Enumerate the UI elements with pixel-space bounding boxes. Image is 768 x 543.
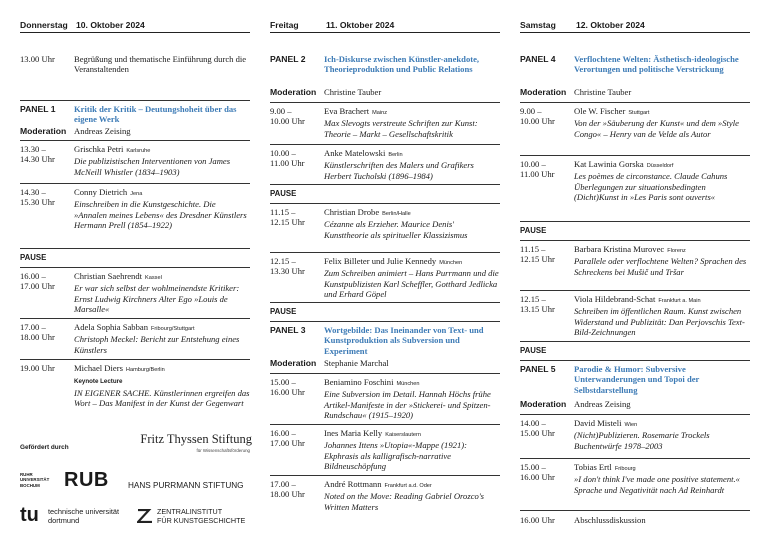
time-end: 12.15 Uhr (270, 217, 305, 228)
divider (520, 360, 750, 361)
time-start: 11.15 – (270, 207, 296, 217)
speaker-city: Frankfurt a. Main (658, 298, 701, 304)
panel-label: PANEL 4 (520, 54, 556, 64)
time-start: 9.00 – (270, 106, 292, 116)
time (520, 159, 574, 180)
moderator-name: Christine Tauber (574, 87, 632, 97)
moderator-name: Andreas Zeising (74, 126, 131, 136)
time-end: 16.00 Uhr (520, 472, 555, 483)
time (20, 322, 74, 343)
panel-title: Ich-Diskurse zwischen Künstler-anekdote, Theorieproduktion und Public Relations (324, 54, 480, 75)
talk-title: Schreiben im öffentlichen Raum. Kunst zwischen Widerstand und Publizität: Dan Perjovschis Text-Bild-Zeichnungen (574, 306, 745, 338)
hans-purrmann-logo: HANS PURRMANN STIFTUNG (128, 481, 244, 490)
talk-title: Von der »Säuberung der Kunst« und dem »Style Congo« – Henry van de Velde als Autor (574, 118, 739, 139)
moderation-row (20, 126, 250, 136)
divider (270, 373, 500, 374)
talk-entry (20, 271, 250, 315)
keynote-entry (20, 363, 250, 409)
time-end: 18.00 Uhr (20, 332, 55, 343)
day-header (270, 18, 500, 32)
speaker-name: Christian Drobe (324, 207, 380, 217)
speaker-city: Stuttgart (628, 110, 650, 116)
speaker-city: Kaiserslautern (385, 432, 421, 438)
tu-dortmund-text (48, 508, 119, 526)
talk-entry (520, 159, 750, 203)
talk-title: Les poèmes de circonstance. Claude Cahuns Überlegungen zur situationsbedingten (Dicht)Kunst in »Les Paris sont ouverts« (574, 171, 728, 203)
time-end: 10.00 Uhr (270, 116, 305, 127)
divider (270, 102, 500, 103)
talk-title: Zum Schreiben animiert – Hans Purrmann und die Kunstpublizisten Karl Scheffler, Gotthard Jedlicka und Erhard Göpel (324, 268, 499, 300)
divider (520, 414, 750, 415)
divider (270, 203, 500, 204)
time: 16.00 Uhr (520, 515, 555, 525)
time (20, 187, 74, 208)
talk-entry (520, 294, 750, 338)
talk-title: Johannes Ittens »Utopia«-Mappe (1921): Ekphrasis als kalligrafisch-narrative Bildneuschöpfung (324, 440, 467, 472)
moderator-name: Christine Tauber (324, 87, 382, 97)
divider (20, 267, 250, 268)
pause-label: PAUSE (20, 253, 47, 262)
time-end: 15.00 Uhr (520, 428, 555, 439)
divider (270, 252, 500, 253)
day-date: 12. Oktober 2024 (576, 20, 645, 30)
divider (20, 183, 250, 184)
panel-heading (270, 325, 500, 356)
moderator-name: Andreas Zeising (574, 399, 631, 409)
speaker-name: Ines Maria Kelly (324, 428, 383, 438)
day-header (20, 18, 250, 32)
speaker-name: Conny Dietrich (74, 187, 128, 197)
divider (520, 102, 750, 103)
divider (270, 184, 500, 185)
time-start: 17.00 – (20, 322, 46, 332)
talk-entry (520, 244, 750, 277)
panel-heading (270, 54, 500, 75)
pause-label: PAUSE (520, 346, 547, 355)
time (520, 244, 574, 265)
talk-title: Künstlerschriften des Malers und Grafikers Herbert Tucholski (1896–1984) (324, 160, 474, 181)
time-start: 15.00 – (520, 462, 546, 472)
time: 13.00 Uhr (20, 54, 55, 64)
divider (270, 144, 500, 145)
time (520, 462, 574, 483)
column-saturday (520, 18, 750, 525)
speaker-name: Ole W. Fischer (574, 106, 626, 116)
keynote-label: Keynote Lecture (74, 378, 123, 386)
moderation-label: Moderation (520, 87, 567, 97)
speaker-city: Fribourg (614, 466, 636, 472)
talk-entry (520, 418, 750, 451)
time-end: 13.30 Uhr (270, 266, 305, 277)
moderation-row (520, 399, 750, 409)
panel-title: Parodie & Humor: Subversive Unterwanderungen und Topoi der Selbstdarstellung (574, 364, 700, 395)
tu-line-2: dortmund (48, 515, 80, 525)
time-end: 15.30 Uhr (20, 197, 55, 208)
panel-title: Kritik der Kritik – Deutungshoheit über das eigene Werk (74, 104, 237, 125)
time-start: 12.15 – (270, 256, 296, 266)
time-end: 17.00 Uhr (20, 281, 55, 292)
time-end: 12.15 Uhr (520, 254, 555, 265)
speaker-city: Düsseldorf (646, 163, 674, 169)
speaker-name: Michael Diers (74, 363, 123, 373)
speaker-name: Felix Billeter und Julie Kennedy (324, 256, 437, 266)
moderation-label: Moderation (20, 126, 67, 136)
day-date: 10. Oktober 2024 (76, 20, 145, 30)
ruhr-line-3: BOCHUM (20, 482, 40, 488)
panel-label: PANEL 3 (270, 325, 306, 335)
talk-entry (270, 106, 500, 139)
moderation-label: Moderation (270, 87, 317, 97)
speaker-city: Florenz (667, 248, 686, 254)
speaker-name: Tobias Ertl (574, 462, 612, 472)
speaker-name: Beniamino Foschini (324, 377, 394, 387)
talk-title: Er war sich selbst der wohlmeinendste Kritiker: Ernst Ludwig Kirchners Alter Ego »Louis de Marsalle« (74, 283, 240, 315)
panel-title: Verflochtene Welten: Ästhetisch-ideologische Verortungen und politische Verstrickung (574, 54, 739, 75)
time: 19.00 Uhr (20, 363, 55, 373)
tu-line-1: technische universität (48, 507, 120, 516)
entry-text: Begrüßung und thematische Einführung durch die Veranstaltenden (74, 54, 247, 75)
time-start: 14.30 – (20, 187, 46, 197)
divider (520, 221, 750, 222)
zi-line-1: ZENTRALINSTITUT (157, 507, 223, 516)
talk-title: Eine Subversion im Detail. Hannah Höchs frühe Artikel-Manifeste in der »Stickerei- und Spitzen-Rundschau« (1915–1920) (324, 389, 491, 421)
speaker-name: David Misteli (574, 418, 622, 428)
time (520, 294, 574, 315)
tu-dortmund-logo: tu (20, 504, 39, 526)
talk-entry (20, 322, 250, 355)
speaker-city: Fribourg/Stuttgart (151, 326, 195, 332)
speaker-name: André Rottmann (324, 479, 382, 489)
program-entry (20, 54, 250, 75)
time-start: 11.15 – (520, 244, 546, 254)
time-start: 16.00 – (270, 428, 296, 438)
sponsors-label: Gefördert durch (20, 444, 69, 451)
time-start: 10.00 – (270, 148, 296, 158)
time (20, 271, 74, 292)
zi-logo-icon (137, 509, 153, 528)
time (270, 256, 324, 277)
time (270, 207, 324, 228)
column-thursday (20, 18, 250, 409)
talk-entry (270, 148, 500, 181)
talk-entry (270, 377, 500, 421)
divider (520, 510, 750, 511)
zi-text (157, 508, 245, 525)
pause-label: PAUSE (270, 189, 297, 198)
fritz-thyssen-logo (134, 432, 252, 447)
day-name: Freitag (270, 20, 299, 30)
ruhr-line-1: RUHR (20, 472, 33, 477)
divider (520, 240, 750, 241)
panel-label: PANEL 2 (270, 54, 306, 64)
speaker-name: Adela Sophia Sabban (74, 322, 148, 332)
day-date: 11. Oktober 2024 (326, 20, 395, 30)
rub-logo: RUB (64, 469, 109, 491)
talk-entry (20, 144, 250, 177)
time-start: 15.00 – (270, 377, 296, 387)
talk-entry (270, 256, 500, 300)
talk-title: Parallele oder verflochtene Welten? Sprachen des Schreckens bei Mušič und Tršar (574, 256, 747, 277)
divider (270, 32, 500, 33)
time (520, 418, 574, 439)
moderation-label: Moderation (270, 358, 317, 368)
divider (270, 475, 500, 476)
divider (20, 32, 250, 33)
time-end: 18.00 Uhr (270, 489, 305, 500)
zi-line-2: FÜR KUNSTGESCHICHTE (157, 515, 246, 525)
time-end: 14.30 Uhr (20, 154, 55, 165)
talk-entry (520, 106, 750, 139)
panel-heading (520, 54, 750, 75)
panel-label: PANEL 1 (20, 104, 56, 114)
divider (20, 248, 250, 249)
panel-heading (520, 364, 750, 395)
time-start: 17.00 – (270, 479, 296, 489)
time (270, 377, 324, 398)
talk-entry (270, 428, 500, 472)
talk-title: Einschreiben in die Kunstgeschichte. Die »Annalen meines Lebens« des Dresdner Künstlers Hermann Prell (1854–1922) (74, 199, 247, 231)
pause-label: PAUSE (520, 226, 547, 235)
speaker-city: Kassel (145, 275, 162, 281)
speaker-city: Berlin/Halle (382, 211, 411, 217)
moderation-row (270, 358, 500, 368)
entry-text: Abschlussdiskussion (574, 515, 646, 525)
pause-label: PAUSE (270, 307, 297, 316)
panel-title: Wortgebilde: Das Ineinander von Text- und Kunstproduktion als Subversion und Experiment (324, 325, 484, 356)
speaker-name: Viola Hildebrand-Schat (574, 294, 656, 304)
moderation-label: Moderation (520, 399, 567, 409)
divider (520, 155, 750, 156)
talk-title: Cézanne als Erzieher. Maurice Denis' Kunsttheorie als spiritueller Klassizismus (324, 219, 468, 240)
day-name: Donnerstag (20, 20, 68, 30)
talk-title: Christoph Meckel: Bericht zur Entstehung eines Künstlers (74, 334, 240, 355)
speaker-name: Kat Lawinia Gorska (574, 159, 644, 169)
panel-heading (20, 104, 250, 125)
moderation-row (270, 87, 500, 97)
time-start: 14.00 – (520, 418, 546, 428)
divider (20, 100, 250, 101)
time-start: 16.00 – (20, 271, 46, 281)
program-entry (520, 515, 750, 525)
divider (520, 290, 750, 291)
talk-entry (20, 187, 250, 231)
divider (20, 359, 250, 360)
day-header (520, 18, 750, 32)
ruhr-line-2: UNIVERSITÄT (20, 477, 50, 483)
talk-entry (270, 479, 500, 512)
fritz-thyssen-subline: für Wissenschaftsförderung (196, 448, 250, 453)
time (270, 428, 324, 449)
talk-title: Die publizistischen Interventionen von James McNeill Whistler (1834–1903) (74, 156, 231, 177)
speaker-name: Grischka Petri (74, 144, 124, 154)
divider (20, 318, 250, 319)
talk-entry (520, 462, 750, 495)
day-name: Samstag (520, 20, 556, 30)
talk-title: »I don't think I've made one positive statement.« Sprache und Negativität nach Ad Reinhardt (574, 474, 740, 495)
speaker-city: Frankfurt a.d. Oder (384, 483, 432, 489)
speaker-city: München (439, 260, 463, 266)
divider (270, 424, 500, 425)
time (270, 106, 324, 127)
speaker-city: Mainz (372, 110, 388, 116)
time-start: 9.00 – (520, 106, 542, 116)
talk-entry (270, 207, 500, 240)
ruhr-uni-logo-text (20, 472, 49, 488)
talk-title: Max Slevogts verstreute Schriften zur Kunst: Theorie – Markt – Gesellschaftskritik (324, 118, 478, 139)
divider (270, 321, 500, 322)
divider (520, 32, 750, 33)
speaker-name: Christian Saehrendt (74, 271, 143, 281)
panel-label: PANEL 5 (520, 364, 556, 374)
speaker-city: München (396, 381, 420, 387)
speaker-city: Karlsruhe (126, 148, 151, 154)
divider (20, 140, 250, 141)
speaker-name: Eva Brachert (324, 106, 370, 116)
speaker-city: Berlin (388, 152, 403, 158)
moderator-name: Stephanie Marchal (324, 358, 389, 368)
time (20, 144, 74, 165)
divider (270, 302, 500, 303)
time (270, 148, 324, 169)
divider (520, 341, 750, 342)
time-start: 13.30 – (20, 144, 46, 154)
time-start: 12.15 – (520, 294, 546, 304)
speaker-city: Jena (130, 191, 143, 197)
talk-title: IN EIGENER SACHE. Künstlerinnen ergreifen das Wort – Das Manifest in der Kunst der Gegenwart (74, 387, 250, 409)
talk-title: (Nicht)Publizieren. Rosemarie Trockels Buchentwürfe 1978–2003 (574, 430, 710, 451)
time (270, 479, 324, 500)
time-start: 10.00 – (520, 159, 546, 169)
fritz-thyssen-name: Fritz Thyssen Stiftung (140, 432, 252, 446)
moderation-row (520, 87, 750, 97)
time-end: 13.15 Uhr (520, 304, 555, 315)
divider (520, 458, 750, 459)
time-end: 17.00 Uhr (270, 438, 305, 449)
talk-title: Noted on the Move: Reading Gabriel Orozco's Written Matters (324, 491, 484, 512)
time-end: 16.00 Uhr (270, 387, 305, 398)
time-end: 10.00 Uhr (520, 116, 555, 127)
time-end: 11.00 Uhr (270, 158, 305, 169)
column-friday (270, 18, 500, 512)
speaker-city: Hamburg/Berlin (125, 367, 165, 373)
speaker-city: Wien (624, 422, 638, 428)
time (520, 106, 574, 127)
speaker-name: Anke Matelowski (324, 148, 386, 158)
time-end: 11.00 Uhr (520, 169, 555, 180)
speaker-name: Barbara Kristina Murovec (574, 244, 665, 254)
